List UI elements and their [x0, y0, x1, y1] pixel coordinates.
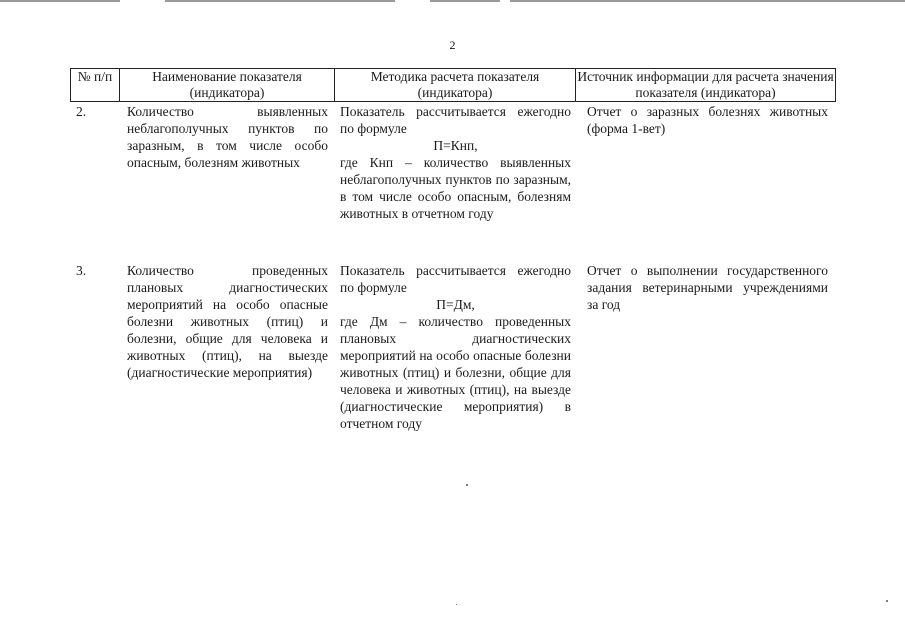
table-row: [70, 262, 836, 432]
formula: П=Кнп,: [433, 138, 478, 153]
scan-speck: [886, 600, 888, 602]
table-row: [70, 103, 836, 222]
row-number: 3.: [76, 263, 87, 278]
indicator-name: Количество выявленных неблагополучных пунктов по заразным, в том числе особо опасным, болезням животных: [127, 104, 328, 170]
scan-speck: [466, 484, 468, 486]
scan-artifact: [165, 0, 395, 2]
method-intro: Показатель рассчитывается ежегодно по формуле: [340, 104, 571, 136]
header-method: Методика расчета показателя (индикатора): [335, 69, 576, 101]
method-description: где Дм – количество проведенных плановых диагностических мероприятий на особо опасные болезни животных (птиц) и болезни, общие для человека и животных (птиц), на выезде (диагностические мероприятия) в отчетном году: [340, 314, 571, 431]
method-intro: Показатель рассчитывается ежегодно по формуле: [340, 263, 571, 295]
scan-artifact: [430, 0, 500, 2]
row-number: 2.: [76, 104, 87, 119]
scan-artifact: [0, 0, 120, 2]
method-description: где Кнп – количество выявленных неблагополучных пунктов по заразным, в том числе особо опасным, болезням животных в отчетном году: [340, 155, 571, 221]
header-source: Источник информации для расчета значения показателя (индикатора): [577, 69, 834, 100]
calculation-method: [334, 103, 575, 222]
scan-speck: [456, 604, 457, 605]
page-number: 2: [449, 38, 456, 52]
scan-artifact: [510, 0, 905, 2]
header-num: № п/п: [71, 69, 120, 101]
information-source: Отчет о заразных болезнях животных (форма 1-вет): [587, 104, 828, 136]
header-name: Наименование показателя (индикатора): [120, 69, 335, 101]
information-source: Отчет о выполнении государственного задания ветеринарными учреждениями за год: [587, 263, 828, 312]
table-header: [70, 68, 836, 102]
indicator-name: Количество проведенных плановых диагностических мероприятий на особо опасные болезни животных (птиц) и болезни, общие для человека и животных (птиц), на выезде (диагностические мероприятия): [127, 263, 328, 380]
calculation-method: [334, 262, 575, 432]
formula: П=Дм,: [436, 297, 475, 312]
